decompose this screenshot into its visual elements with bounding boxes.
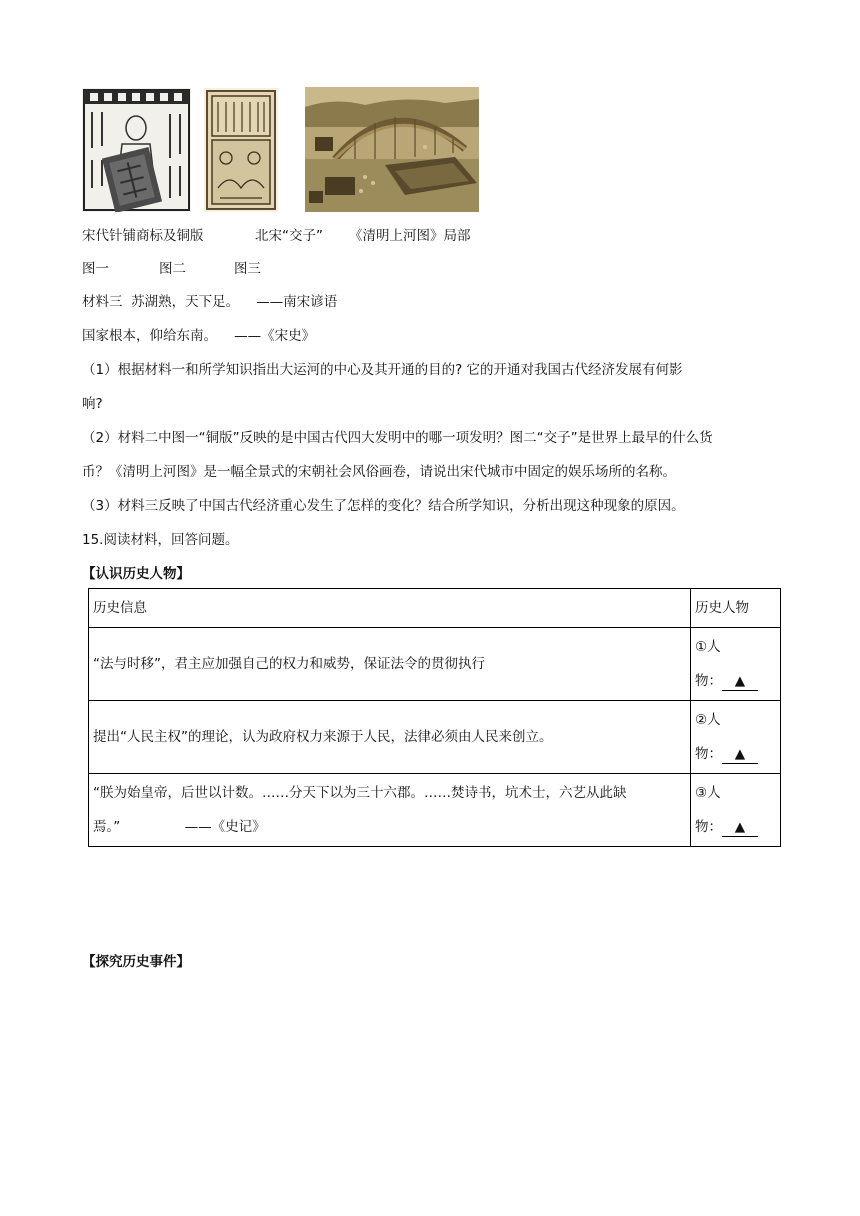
row3-person [691,774,781,847]
row2-answer-blank[interactable]: ▲ [722,745,758,764]
row1-info-text: “法与时移”，君主应加强自己的权力和威势，保证法令的贯彻执行 [93,656,485,672]
row2-info-text: 提出“人民主权”的理论，认为政府权力来源于人民，法律必须由人民来创立。 [93,729,553,745]
table-row [89,774,781,847]
figure-qingming-painting-image [305,87,479,212]
row1-person [691,628,781,701]
figure-caption-row [82,226,471,246]
header-person: 历史人物 [691,589,781,628]
row3-answer-blank[interactable]: ▲ [722,818,758,837]
material3-line2: 国家根本，仰给东南。 ——《宋史》 [82,328,316,344]
row3-info [89,774,691,847]
question-2-line1: （2）材料二中图一“铜版”反映的是中国古代四大发明中的哪一项发明？图二“交子”是世界上最早的什么货 [82,430,713,446]
row2-number: ②人 [695,712,721,728]
row3-answer-line [695,810,776,844]
section-heading-figures: 【认识历史人物】 [82,566,190,582]
figure3-label: 图三 [234,261,261,277]
figure1-label: 图一 [82,261,109,277]
question-3: （3）材料三反映了中国古代经济重心发生了怎样的变化？结合所学知识，分析出现这种现象的原因。 [82,498,685,514]
row1-info [89,628,691,701]
figure3-caption: 《清明上河图》局部 [349,228,471,244]
figure1-caption: 宋代针铺商标及铜版 [82,228,204,244]
table-header-row [89,589,781,628]
row1-number: ①人 [695,639,721,655]
table-row [89,628,781,701]
row3-info-line1: “朕为始皇帝，后世以计数。……分天下以为三十六郡。……焚诗书，坑术士，六艺从此缺 [93,785,627,801]
material3-line1: 材料三 苏湖熟，天下足。 ——南宋谚语 [82,294,338,310]
row1-answer-blank[interactable]: ▲ [722,672,758,691]
row1-person-label: 物： [695,673,722,689]
row2-person-label: 物： [695,746,722,762]
question-1-line1: （1）根据材料一和所学知识指出大运河的中心及其开通的目的? 它的开通对我国古代经济发展有何影 [82,362,683,378]
row3-person-label: 物： [695,819,722,835]
row3-number: ③人 [695,785,721,801]
row2-person [691,701,781,774]
table-row [89,701,781,774]
question-1-line2: 响? [82,396,103,412]
row2-answer-line [695,737,776,771]
row1-answer-line [695,664,776,698]
figure2-caption: 北宋“交子” [255,228,323,244]
section-heading-events: 【探究历史事件】 [82,954,190,970]
figure-label-row [82,259,261,279]
history-figures-table [88,588,781,847]
figure-copper-plate-image [82,88,191,212]
figure2-label: 图二 [159,261,186,277]
question-15-title: 15.阅读材料，回答问题。 [82,532,239,548]
header-info: 历史信息 [89,589,691,628]
figure-jiaozi-image [204,88,278,212]
row3-info-line2: 焉。” ——《史记》 [93,819,266,835]
row2-info [89,701,691,774]
question-2-line2: 币？《清明上河图》是一幅全景式的宋朝社会风俗画卷，请说出宋代城市中固定的娱乐场所的名称。 [82,464,676,480]
